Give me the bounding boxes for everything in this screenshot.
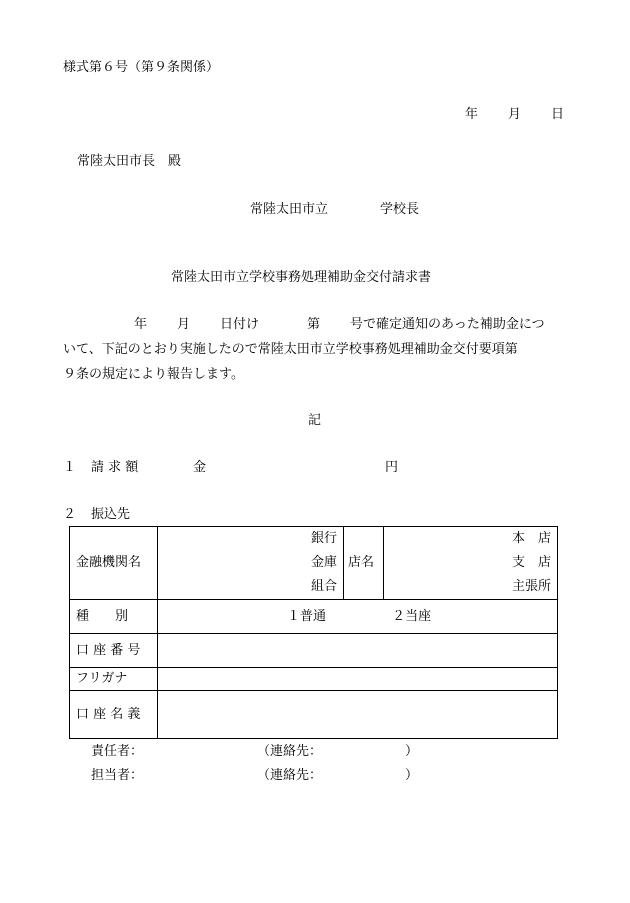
bank-table [69, 526, 558, 739]
staff-close: ） [405, 768, 419, 783]
date-day: 日 [551, 107, 565, 122]
branch-label: 店名 [344, 527, 384, 600]
branch-type-branch: 支 店 [511, 555, 551, 570]
staff-contact: （連絡先： [257, 768, 323, 783]
body-month: 月 [177, 317, 191, 332]
addressee: 常陸太田市長 殿 [77, 154, 182, 169]
item2-number: ２ [63, 507, 77, 522]
responsible-close: ） [405, 744, 419, 759]
page-title: 常陸太田市立学校事務処理補助金交付請求書 [171, 270, 432, 285]
sender-prefix: 常陸太田市立 [250, 202, 329, 217]
institution-type-kumiai: 組合 [310, 579, 337, 594]
sender-suffix: 学校長 [380, 202, 420, 217]
item1-number: １ [63, 460, 77, 475]
account-number-field[interactable] [158, 634, 558, 668]
item1-currency: 金 [193, 460, 207, 475]
furigana-field[interactable] [158, 668, 558, 691]
body-year: 年 [134, 317, 148, 332]
kind-label-text: 種 別 [76, 608, 129, 624]
branch-type-main: 本 店 [511, 531, 551, 546]
body-line2: いて、下記のとおり実施したので常陸太田市立学校事務処理補助金交付要項第 [63, 342, 518, 357]
table-row [70, 527, 558, 600]
institution-name-cell[interactable] [158, 527, 344, 600]
staff-role: 担当者： [91, 768, 144, 783]
body-dated: 日付け [220, 317, 260, 332]
item1-unit: 円 [385, 460, 399, 475]
branch-type-office: 主張所 [511, 579, 551, 594]
institution-type-bank: 銀行 [310, 531, 337, 546]
kind-current-option[interactable]: ２当座 [392, 608, 432, 624]
kind-label [70, 600, 158, 634]
responsible-role: 責任者： [91, 744, 144, 759]
body-dai: 第 [307, 317, 321, 332]
table-row [70, 600, 558, 634]
institution-type-shinkin: 金庫 [310, 555, 337, 570]
item1-label: 請 求 額 [91, 460, 139, 475]
account-number-label: 口 座 番 号 [70, 634, 158, 668]
table-row [70, 634, 558, 668]
date-year: 年 [465, 107, 479, 122]
account-name-field[interactable] [158, 691, 558, 739]
responsible-contact: （連絡先： [257, 744, 323, 759]
kind-options-cell [158, 600, 558, 634]
furigana-label: フリガナ [70, 668, 158, 691]
body-line3: ９条の規定により報告します。 [63, 367, 244, 382]
kind-ordinary-option[interactable]: １普通 [287, 608, 327, 624]
item2-label: 振込先 [91, 507, 131, 522]
table-row [70, 691, 558, 739]
date-month: 月 [508, 107, 522, 122]
account-name-label: 口 座 名 義 [70, 691, 158, 739]
table-row [70, 668, 558, 691]
institution-label: 金融機関名 [70, 527, 158, 600]
branch-name-cell[interactable] [384, 527, 558, 600]
form-number: 様式第６号（第９条関係） [63, 60, 220, 75]
ki-heading: 記 [308, 413, 322, 428]
body-line1-rest: 号で確定通知のあった補助金につ [350, 317, 545, 332]
